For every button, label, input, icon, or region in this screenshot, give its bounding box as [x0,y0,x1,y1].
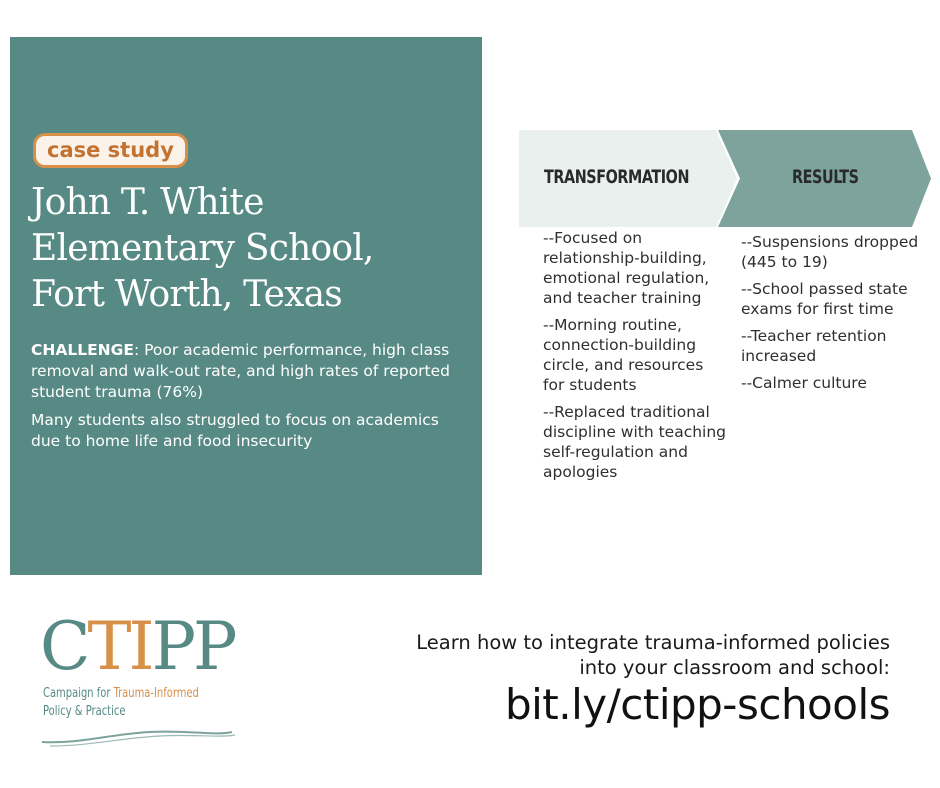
title-line: John T. White [31,182,264,223]
challenge-note: Many students also struggled to focus on academics due to home life and food insecurity [31,411,439,450]
challenge-section [31,340,461,459]
cta-line: into your classroom and school: [579,656,890,679]
case-study-tag: case study [33,133,188,168]
logo-tagline-line1 [43,684,207,702]
title-line: Fort Worth, Texas [31,274,342,315]
list-item: --Teacher retention increased [741,327,887,365]
list-item: --Focused on relationship-building, emotional regulation, and teacher training [543,229,710,307]
list-item: --Replaced traditional discipline with teaching self-regulation and apologies [543,403,727,481]
cta-line: Learn how to integrate trauma-informed policies [416,631,890,654]
results-label: RESULTS [792,166,859,188]
title-line: Elementary School, [31,228,374,269]
logo-tagline [43,684,207,720]
logo-letters-ti: TI [87,608,152,685]
logo-wordmark [40,608,235,685]
transformation-label: TRANSFORMATION [544,166,690,188]
list-item: --Calmer culture [741,374,867,392]
logo-tagline-line2: Policy & Practice [43,703,126,719]
transformation-list [543,228,728,489]
logo-wave [40,724,240,748]
cta-link[interactable]: bit.ly/ctipp-schools [504,680,890,729]
logo-tagline-prefix: Campaign for [43,685,114,701]
ctipp-logo [40,608,240,752]
cta-text [416,630,890,680]
list-item: --Suspensions dropped (445 to 19) [741,233,919,271]
results-list [741,232,926,400]
challenge-paragraph [31,340,461,403]
list-item: --School passed state exams for first time [741,280,908,318]
logo-tagline-highlight: Trauma-Informed [113,685,199,701]
list-item: --Morning routine, connection-building circle, and resources for students [543,316,704,394]
challenge-label: CHALLENGE [31,341,134,359]
logo-letters-pp: PP [151,608,235,685]
challenge-text: : Poor academic performance, high class removal and walk-out rate, and high rates of reported student trauma (76%) [31,341,451,401]
logo-letter-c: C [40,608,88,685]
case-study-title [31,180,471,318]
